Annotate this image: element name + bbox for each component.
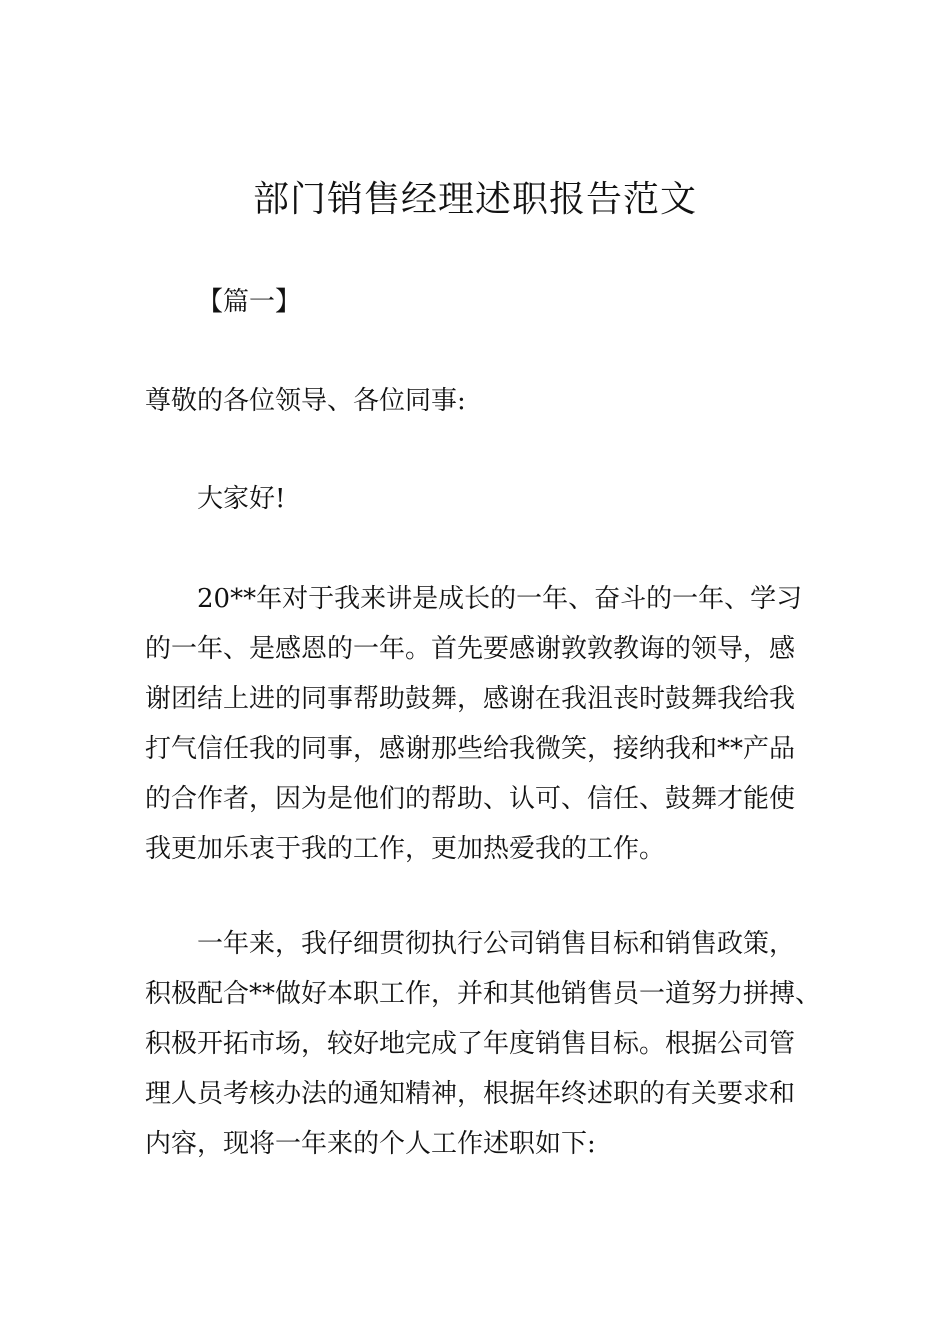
paragraph-1-line: 的一年、是感恩的一年。首先要感谢敦敦教诲的领导，感 [145,634,796,664]
paragraph-2-line: 积极配合**做好本职工作，并和其他销售员一道努力拼搏、 [145,979,822,1009]
salutation: 尊敬的各位领导、各位同事: [145,386,466,416]
paragraph-2-line: 一年来，我仔细贯彻执行公司销售目标和销售政策， [197,929,796,959]
paragraph-1-line: 打气信任我的同事，感谢那些给我微笑，接纳我和**产品 [145,734,796,764]
paragraph-2-line: 理人员考核办法的通知精神，根据年终述职的有关要求和 [145,1079,796,1109]
section-label: 【篇一】 [197,287,302,317]
greeting: 大家好! [197,484,286,514]
paragraph-1-line: 谢团结上进的同事帮助鼓舞，感谢在我沮丧时鼓舞我给我 [145,684,796,714]
paragraph-1-line: 我更加乐衷于我的工作，更加热爱我的工作。 [145,834,666,864]
paragraph-2 [145,919,825,1169]
paragraph-1-line: 的合作者，因为是他们的帮助、认可、信任、鼓舞才能使 [145,784,796,814]
paragraph-2-line: 内容，现将一年来的个人工作述职如下: [145,1129,596,1159]
paragraph-2-line: 积极开拓市场，较好地完成了年度销售目标。根据公司管 [145,1029,796,1059]
paragraph-1 [145,574,825,874]
paragraph-1-line: 20**年对于我来讲是成长的一年、奋斗的一年、学习 [197,584,803,614]
document-title: 部门销售经理述职报告范文 [252,179,697,220]
